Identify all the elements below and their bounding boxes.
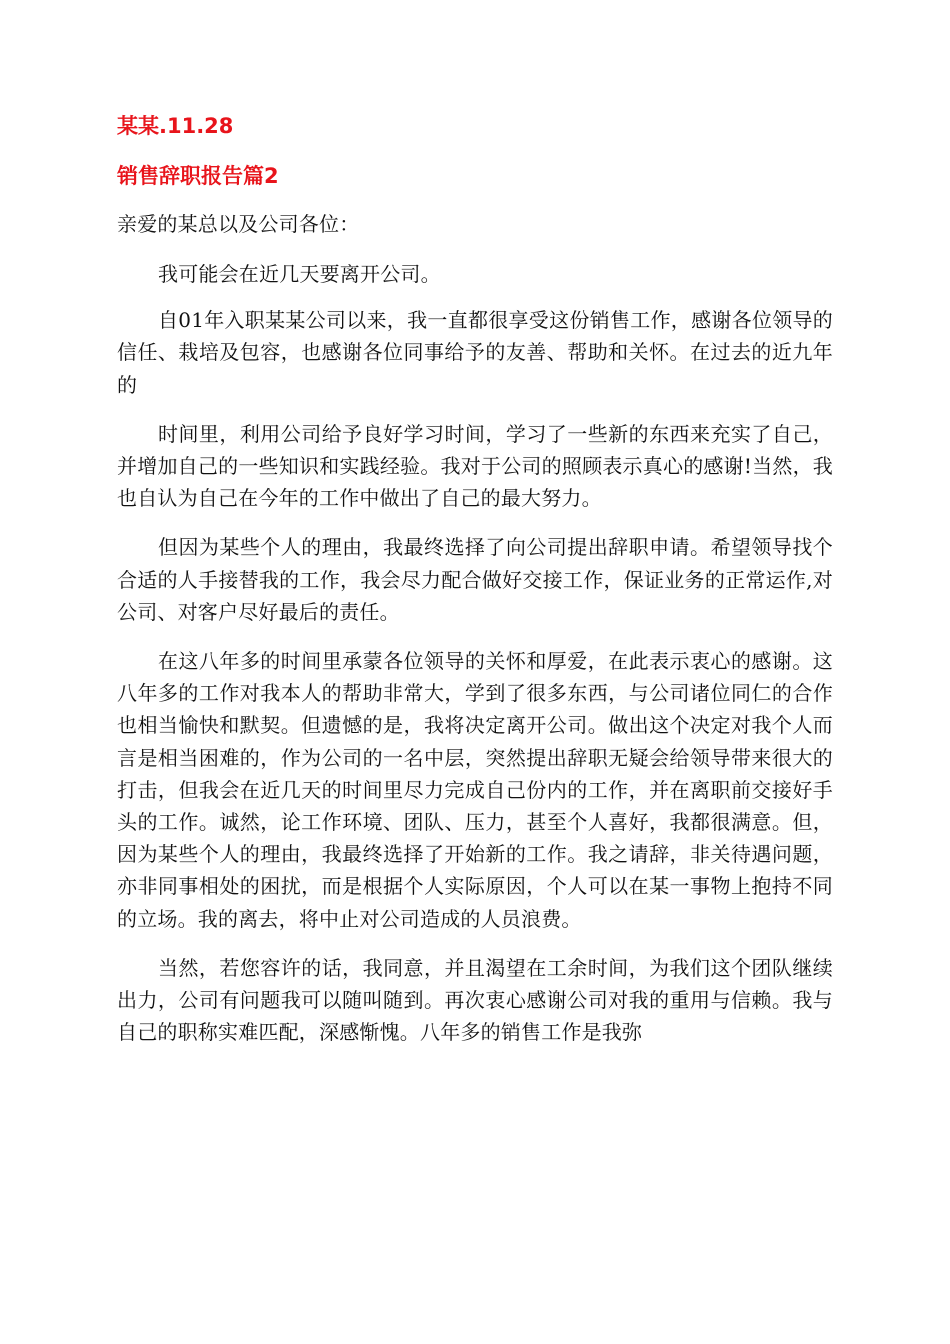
paragraph: 自01年入职某某公司以来，我一直都很享受这份销售工作，感谢各位领导的信任、栽培及包容，也感谢各位同事给予的友善、帮助和关怀。在过去的近九年的 xyxy=(117,308,833,397)
paragraph: 在这八年多的时间里承蒙各位领导的关怀和厚爱，在此表示衷心的感谢。这八年多的工作对我本人的帮助非常大，学到了很多东西，与公司诸位同仁的合作也相当愉快和默契。但遗憾的是，我将决定离开公司。做出这个决定对我个人而言是相当困难的，作为公司的一名中层，突然提出辞职无疑会给领导带来很大的打击，但我会在近几天的时间里尽力完成自己份内的工作，并在离职前交接好手头的工作。诚然，论工作环境、团队、压力，甚至个人喜好，我都很满意。但，因为某些个人的理由，我最终选择了开始新的工作。我之请辞，非关待遇问题，亦非同事相处的困扰，而是根据个人实际原因，个人可以在某一事物上抱持不同的立场。我的离去，将中止对公司造成的人员浪费。 xyxy=(117,649,833,931)
paragraph: 当然，若您容许的话，我同意，并且渴望在工余时间，为我们这个团队继续出力，公司有问题我可以随叫随到。再次衷心感谢公司对我的重用与信赖。我与自己的职称实难匹配，深感惭愧。八年多的销售工作是我弥 xyxy=(117,955,833,1045)
document-page xyxy=(117,112,833,1065)
paragraph: 但因为某些个人的理由，我最终选择了向公司提出辞职申请。希望领导找个合适的人手接替我的工作，我会尽力配合做好交接工作，保证业务的正常运作,对公司、对客户尽好最后的责任。 xyxy=(117,535,833,624)
date-line: 某某.11.28 xyxy=(117,114,234,138)
paragraph: 我可能会在近几天要离开公司。 xyxy=(158,262,441,286)
paragraph: 时间里，利用公司给予良好学习时间，学习了一些新的东西来充实了自己，并增加自己的一些知识和实践经验。我对于公司的照顾表示真心的感谢!当然，我也自认为自己在今年的工作中做出了自己的最大努力。 xyxy=(117,421,833,511)
salutation: 亲爱的某总以及公司各位： xyxy=(117,212,360,236)
section-title: 销售辞职报告篇2 xyxy=(117,164,279,188)
